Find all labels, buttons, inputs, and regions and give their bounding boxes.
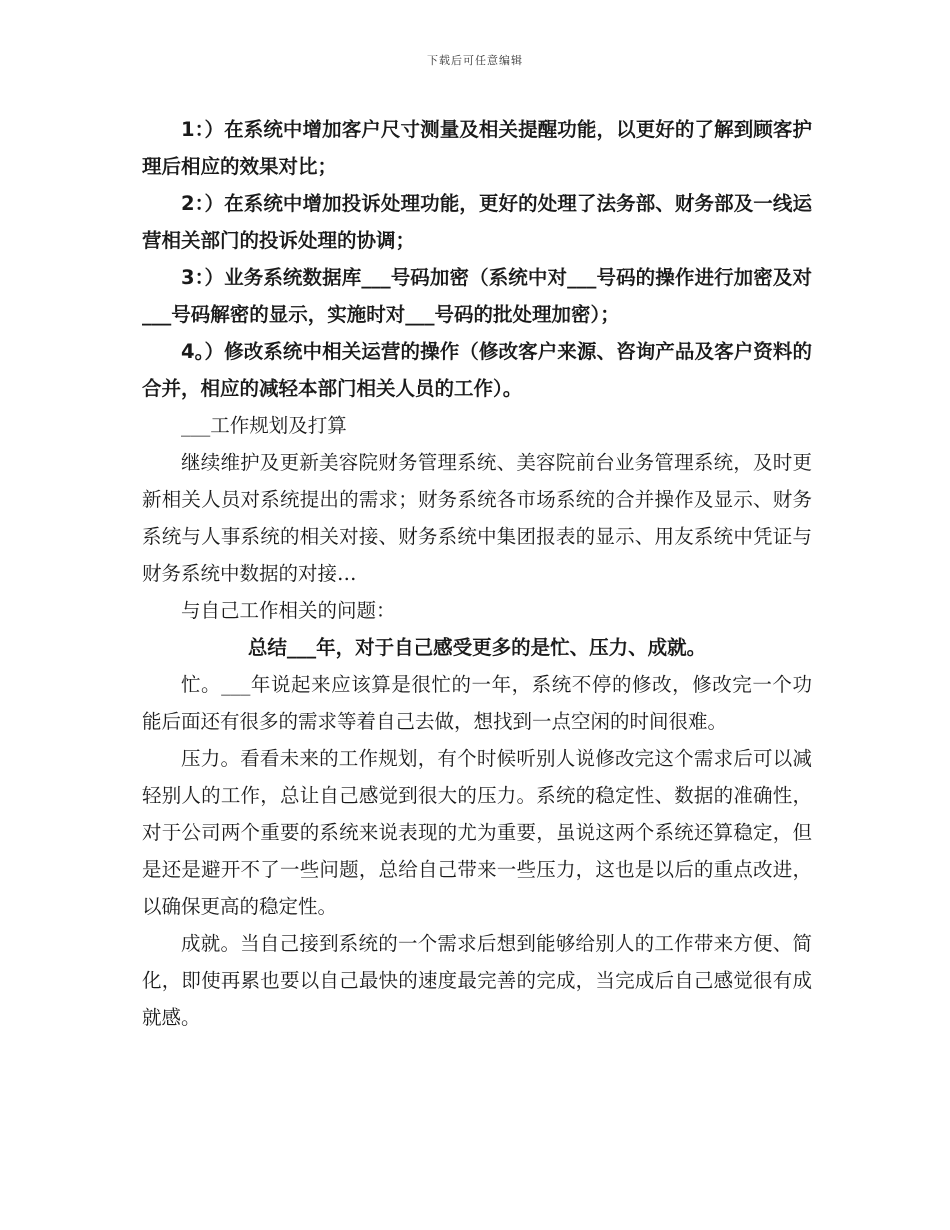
paragraph-pressure: 压力。看看未来的工作规划，有个时候听别人说修改完这个需求后可以减轻别人的工作，总让自己感觉到很大的压力。系统的稳定性、数据的准确性，对于公司两个重要的系统来说表现的尤为重要，虽说这两个系统还算稳定，但是还是避开不了一些问题，总给自己带来一些压力，这也是以后的重点改进，以确保更高的稳定性。	[142, 747, 812, 918]
document-body	[142, 111, 812, 1036]
page-header: 下载后可任意编辑	[427, 54, 523, 67]
paragraph-achievement: 成就。当自己接到系统的一个需求后想到能够给别人的工作带来方便、简化，即使再累也要以自己最快的速度最完善的完成，当完成后自己感觉很有成就感。	[142, 932, 812, 1029]
paragraph-item-1: 1：）在系统中增加客户尺寸测量及相关提醒功能，以更好的了解到顾客护理后相应的效果对比；	[142, 118, 812, 178]
paragraph-busy: 忙。___年说起来应该算是很忙的一年，系统不停的修改，修改完一个功能后面还有很多的需求等着自己去做，想找到一点空闲的时间很难。	[142, 673, 812, 733]
paragraph-item-2: 2：）在系统中增加投诉处理功能，更好的处理了法务部、财务部及一线运营相关部门的投诉处理的协调；	[142, 192, 812, 252]
summary-heading: 总结___年，对于自己感受更多的是忙、压力、成就。	[247, 636, 707, 659]
paragraph-plan: 继续维护及更新美容院财务管理系统、美容院前台业务管理系统，及时更新相关人员对系统提出的需求；财务系统各市场系统的合并操作及显示、财务系统与人事系统的相关对接、财务系统中集团报表的显示、用友系统中凭证与财务系统中数据的对接…	[142, 451, 812, 585]
section-heading-issues: 与自己工作相关的问题：	[181, 599, 396, 622]
paragraph-item-4: 4。）修改系统中相关运营的操作（修改客户来源、咨询产品及客户资料的合并，相应的减轻本部门相关人员的工作）。	[142, 340, 812, 400]
section-heading-plan: ___工作规划及打算	[181, 414, 347, 437]
paragraph-item-3: 3：）业务系统数据库___号码加密（系统中对___号码的操作进行加密及对___号码解密的显示，实施时对___号码的批处理加密）；	[142, 266, 812, 326]
